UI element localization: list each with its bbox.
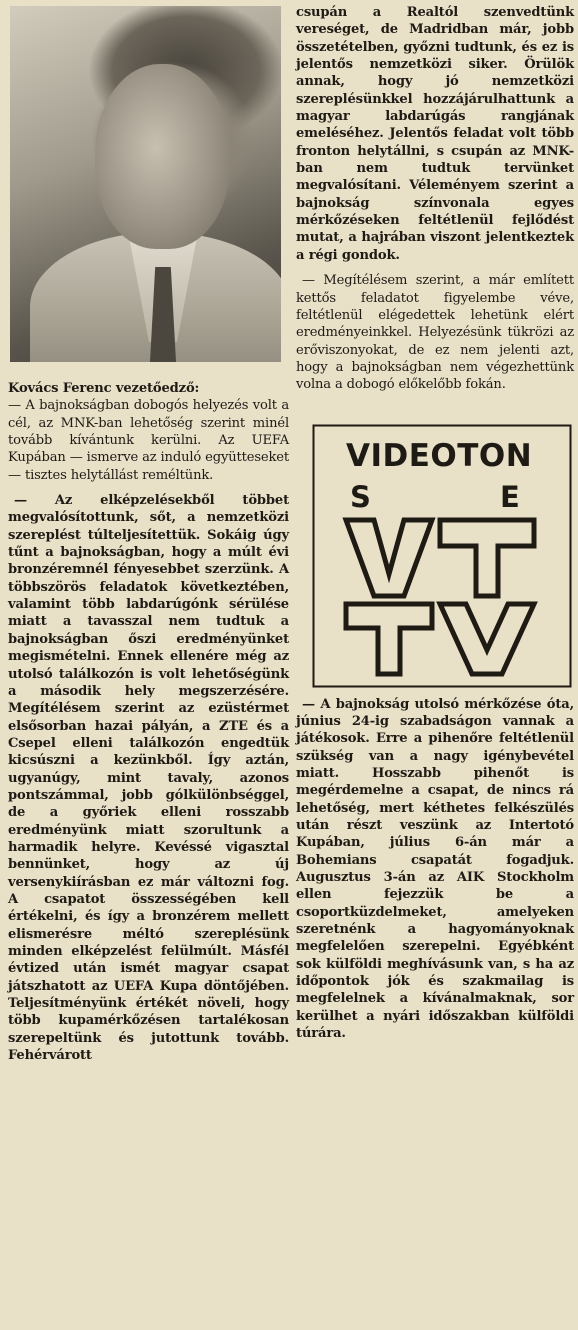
byline-paragraph [8, 380, 289, 484]
answer-2-continued: csupán a Realtól szenvedtünk vereséget, de Madridban már, jobb összetételben, győzni tudtunk, és ez is jelentős nemzetközi siker. Örülök annak, hogy jó nemzetközi szereplésünkkel hozzájárulhattunk a magyar labdarúgás rangjának emeléséhez. Jelentős feladat volt több fronton helytállni, s csupán az MNK-ban nem tudtuk tervünket megvalósítani. Véleményem szerint a bajnokság színvonala egyes mérkőzéseken feltétlenül fejlődést mutat, a hajrában viszont jelentkeztek a régi gondok. [296, 5, 574, 263]
logo-letter-s: S [350, 479, 371, 514]
answer-1: — A bajnokságban dobogós helyezés volt a cél, az MNK-ban lehetőség szerint minél tovább kívántunk kerülni. Az UEFA Kupában — ismerve az induló együtteseket — tisztes helytállást reméltünk. [8, 398, 289, 483]
left-column [8, 6, 289, 1064]
answer-4: — A bajnokság utolsó mérkőzése óta, június 24-ig szabadságon vannak a játékosok. Erre a pihenőre feltétlenül szükség van a nagy igénybevétel miatt. Hosszabb pihenőt is megérdemelne a csapat, de nincs rá lehetőség, mert kéthetes felkészülés után részt veszünk az Intertotó Kupában, július 6-án már a Bohemians csapatát fogadjuk. Augusztus 3-án az AIK Stockholm ellen fejezzük be a csoportküzdelmeket, amelyeken szeretnénk a hagyományoknak megfelelően szerepelni. Egyébként sok külföldi meghívásunk van, s ha az időpontok jók és szakmailag is megfelelnek a kívánalmaknak, sor kerülhet a nyári időszakban külföldi túrára. [296, 696, 574, 1042]
right-column [296, 4, 574, 1042]
photo-face [95, 64, 230, 249]
videoton-logo [312, 424, 572, 688]
logo-letter-e: E [500, 479, 520, 514]
portrait-photo [10, 6, 281, 362]
answer-3: — Megítélésem szerint, a már említett kettős feladatot figyelembe véve, feltétlenül elégedettek lehetünk elért eredményeinkkel. Helyezésünk tükrözi az erőviszonyokat, de ez nem jelenti azt, hogy a bajnokságban nem végezhettünk volna a dobogó előkelőbb fokán. [296, 273, 574, 393]
answer-2: — Az elképzelésekből többet megvalósítottunk, sőt, a nemzetközi szereplést túlteljesítettük. Sokáig úgy tűnt a bajnokságban, hogy a múlt évi bronzéremnél fényesebbet szerzünk. A többszörös feladatok következtében, valamint több labdarúgónk sérülése miatt a tavasszal nem tudtuk a bajnokságban őszi eredményünket megismételni. Ennek ellenére még az utolsó találkozón is volt lehetőségünk a második hely megszerzésére. Megítélésem szerint az ezüstérmet elsősorban hazai pályán, a ZTE és a Csepel elleni találkozón engedtük kicsúszni a kezünkből. Így aztán, ugyanúgy, mint tavaly, azonos pontszámmal, jobb gólkülönbséggel, de a győriek elleni rosszabb eredményünk miatt szorultunk a harmadik helyre. Kevéssé vigasztal bennünket, hogy az új versenykiírásban ez már változni fog. A csapatot összességében kell értékelni, és így a bronzérem mellett elismerésre méltó szereplésünk minden elképzelést felülmúlt. Másfél évtized után ismét magyar csapat játszhatott az UEFA Kupa döntőjében. Teljesítményünk értékét növeli, hogy több kupamérkőzésen tartalékosan szerepeltünk és jutottunk tovább. Fehérvárott [8, 493, 289, 1064]
logo-title: VIDEOTON [346, 437, 533, 474]
byline-name: Kovács Ferenc vezetőedző: [8, 381, 200, 396]
